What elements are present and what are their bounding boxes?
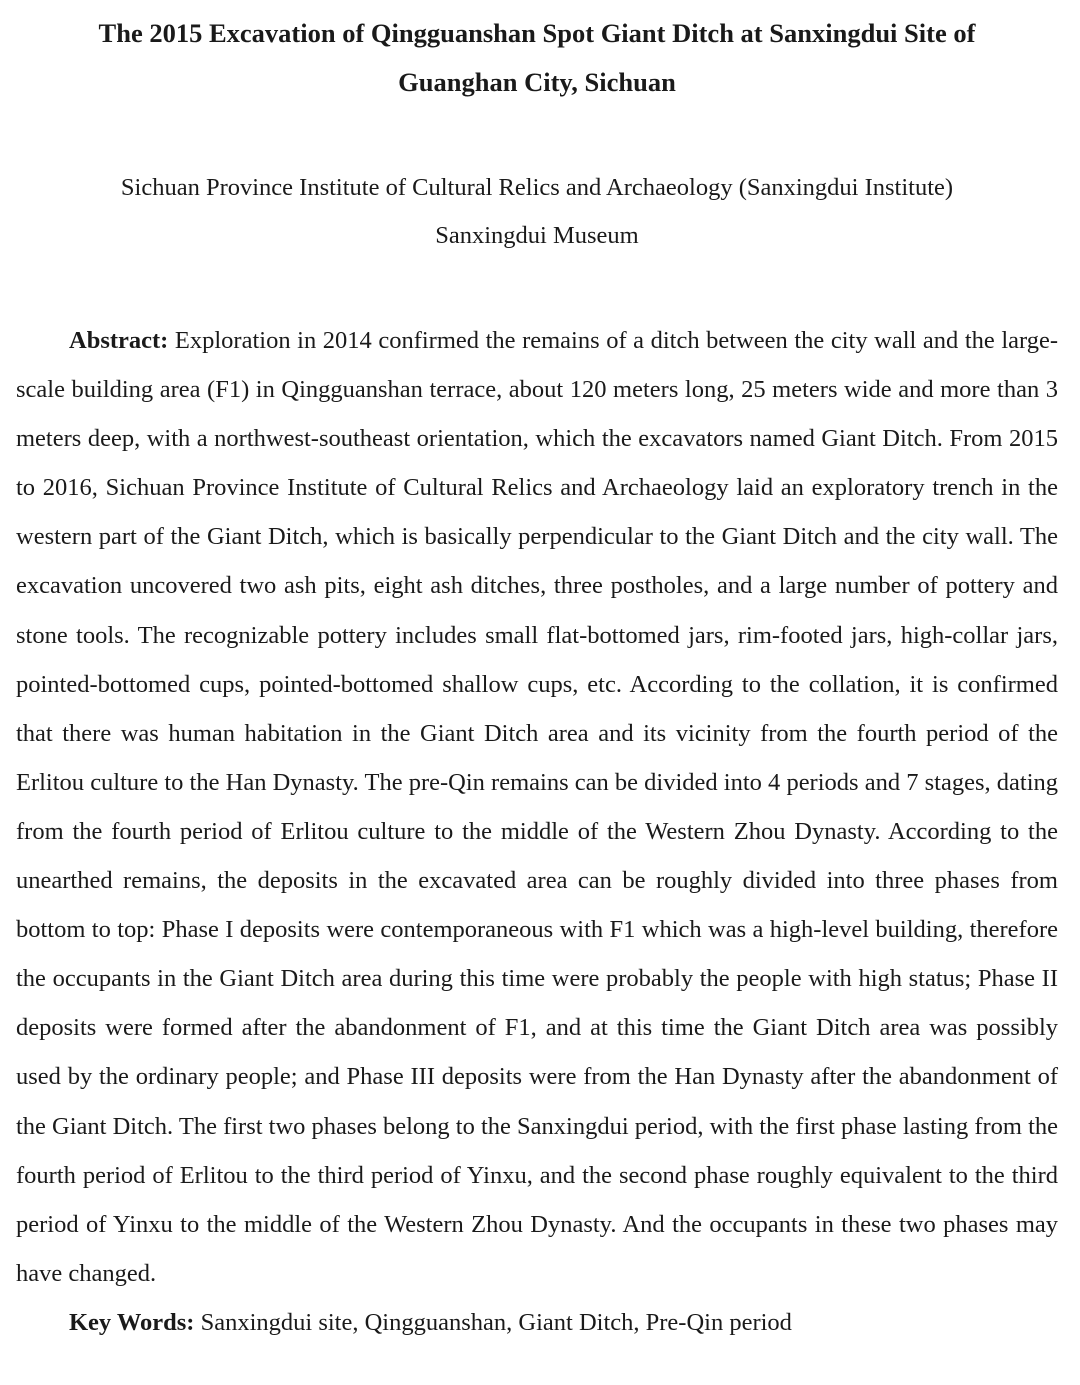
author-affiliation-2: Sanxingdui Museum [435,222,639,249]
author-affiliations [16,164,1058,260]
keywords-label: Key Words: [69,1308,195,1336]
author-affiliation-1: Sichuan Province Institute of Cultural Relics and Archaeology (Sanxingdui Institute) [120,174,954,201]
paper-title-line-1: The 2015 Excavation of Qingguanshan Spot Giant Ditch at Sanxingdui Site of [98,18,976,48]
abstract-paragraph [16,316,1058,1298]
paper-title [16,9,1058,107]
keywords-text: Sanxingdui site, Qingguanshan, Giant Ditch, Pre-Qin period [200,1308,792,1336]
abstract-label: Abstract: [69,327,169,354]
abstract-text: Exploration in 2014 confirmed the remains of a ditch between the city wall and the large-scale building area (F1) in Qingguanshan terrace, about 120 meters long, 25 meters wide and more than 3 meters deep, with a northwest-southeast orientation, which the excavators named Giant Ditch. From 2015 to 2016, Sichuan Province Institute of Cultural Relics and Archaeology laid an exploratory trench in the western part of the Giant Ditch, which is basically perpendicular to the Giant Ditch and the city wall. The excavation uncovered two ash pits, eight ash ditches, three postholes, and a large number of pottery and stone tools. The recognizable pottery includes small flat-bottomed jars, rim-footed jars, high-collar jars, pointed-bottomed cups, pointed-bottomed shallow cups, etc. According to the collation, it is confirmed that there was human habitation in the Giant Ditch area and its vicinity from the fourth period of the Erlitou culture to the Han Dynasty. The pre-Qin remains can be divided into 4 periods and 7 stages, dating from the fourth period of Erlitou culture to the middle of the Western Zhou Dynasty. According to the unearthed remains, the deposits in the excavated area can be roughly divided into three phases from bottom to top: Phase I deposits were contemporaneous with F1 which was a high-level building, therefore the occupants in the Giant Ditch area during this time were probably the people with high status; Phase II deposits were formed after the abandonment of F1, and at this time the Giant Ditch area was possibly used by the ordinary people; and Phase III deposits were from the Han Dynasty after the abandonment of the Giant Ditch. The first two phases belong to the Sanxingdui period, with the first phase lasting from the fourth period of Erlitou to the third period of Yinxu, and the second phase roughly equivalent to the third period of Yinxu to the middle of the Western Zhou Dynasty. And the occupants in these two phases may have changed. [16,327,1059,1287]
keywords-line [16,1298,1058,1347]
paper-title-line-2: Guanghan City, Sichuan [398,67,676,97]
paper-page [16,0,1058,1347]
